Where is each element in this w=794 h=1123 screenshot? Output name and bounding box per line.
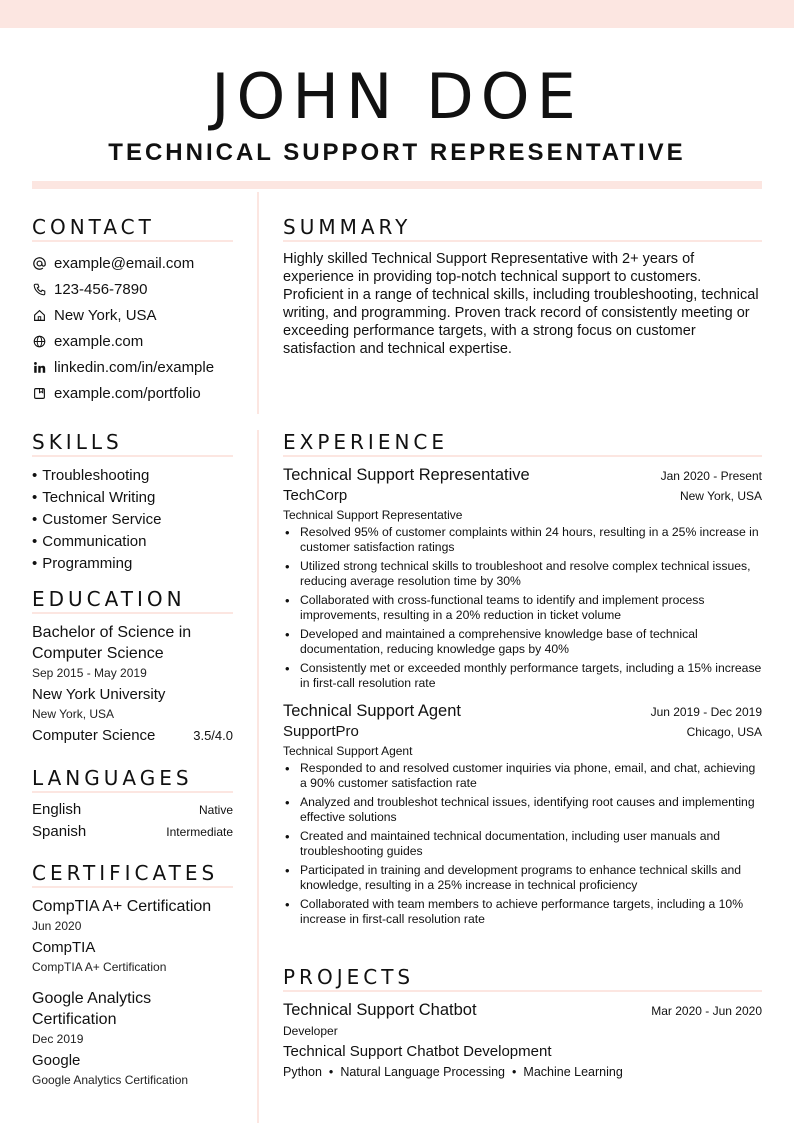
- contact-email[interactable]: [32, 250, 233, 276]
- certificates-section: [32, 861, 233, 1089]
- job-location: Chicago, USA: [686, 725, 762, 739]
- project-name: Technical Support Chatbot Development: [283, 1043, 552, 1060]
- column-divider-upper: [257, 192, 259, 414]
- contact-linkedin-text: linkedin.com/in/example: [54, 358, 215, 376]
- tech-separator: •: [328, 1065, 334, 1079]
- education-field-row: [32, 726, 233, 746]
- certificate-issuer: Google: [32, 1052, 81, 1069]
- certificate-detail: Google Analytics Certification: [32, 1073, 189, 1087]
- certificate-date: Jun 2020: [32, 919, 82, 933]
- contact-website[interactable]: [32, 328, 233, 354]
- project-role: Developer: [283, 1024, 338, 1038]
- contact-linkedin[interactable]: [32, 354, 233, 380]
- language-row: [32, 823, 233, 845]
- certificate-date: Dec 2019: [32, 1032, 84, 1046]
- skills-section: [32, 430, 233, 575]
- job-bullet: • Responded to and resolved customer inquiries via phone, email, and chat, achieving a 90% customer satisfaction rate: [283, 761, 762, 791]
- certificate-issuer: CompTIA: [32, 939, 96, 956]
- candidate-name: JOHN DOE: [211, 60, 583, 133]
- project-tech: Machine Learning: [523, 1065, 623, 1079]
- job-role: Technical Support Representative: [283, 508, 463, 522]
- job-bullets: [283, 761, 762, 927]
- job-bullet: • Created and maintained technical documentation, including user manuals and troubleshooting guides: [283, 829, 762, 859]
- job-bullet: • Analyzed and troubleshot technical issues, identifying root causes and implementing effective solutions: [283, 795, 762, 825]
- linkedin-icon: [32, 360, 46, 374]
- contact-email-text: example@email.com: [54, 254, 195, 272]
- skill-item: • Programming: [32, 553, 233, 575]
- job-company: SupportPro: [283, 723, 359, 740]
- portfolio-icon: [32, 386, 46, 400]
- contact-heading: CONTACT: [32, 215, 233, 242]
- column-divider-lower: [257, 430, 259, 1123]
- job-header-row: [283, 701, 762, 721]
- job-title-header: TECHNICAL SUPPORT REPRESENTATIVE: [108, 139, 686, 166]
- projects-section: [283, 965, 762, 1081]
- certificate-name: CompTIA A+ Certification: [32, 898, 212, 915]
- certificate-entry: [32, 896, 233, 976]
- skill-item: • Customer Service: [32, 509, 233, 531]
- job-bullet: • Utilized strong technical skills to troubleshoot and resolve complex technical issues, reducing average resolution time by 30%: [283, 559, 762, 589]
- job-bullet: • Resolved 95% of customer complaints within 24 hours, resulting in a 25% increase in customer satisfaction ratings: [283, 525, 762, 555]
- contact-portfolio-text: example.com/portfolio: [54, 384, 201, 402]
- education-location: New York, USA: [32, 707, 115, 721]
- skill-item: • Troubleshooting: [32, 465, 233, 487]
- project-tech: Natural Language Processing: [340, 1065, 506, 1079]
- job-entry: [283, 465, 762, 691]
- header-divider: [32, 181, 762, 189]
- languages-section: [32, 766, 233, 845]
- job-company: TechCorp: [283, 487, 348, 504]
- education-gpa: 3.5/4.0: [193, 728, 233, 743]
- language-level: Native: [198, 803, 233, 817]
- summary-heading: SUMMARY: [283, 215, 762, 242]
- job-company-row: [283, 485, 762, 507]
- contact-location: [32, 302, 233, 328]
- certificates-heading: CERTIFICATES: [32, 861, 233, 888]
- certificate-detail: CompTIA A+ Certification: [32, 960, 167, 974]
- certificate-name: Google Analytics Certification: [32, 990, 152, 1028]
- home-icon: [32, 308, 46, 322]
- project-title: Technical Support Chatbot: [283, 1001, 477, 1019]
- summary-text: Highly skilled Technical Support Representative with 2+ years of experience in providing top-notch technical support to customers. Proficient in a range of technical skills, including troubleshooting, technical writing, and programming. Proven track record of consistently meeting or exceeding performance targets, with a strong focus on customer satisfaction and technical expertise.: [283, 251, 759, 357]
- contact-location-text: New York, USA: [54, 306, 157, 324]
- contact-phone-text: 123-456-7890: [54, 280, 148, 298]
- job-title: Technical Support Representative: [283, 466, 530, 484]
- job-bullet: • Collaborated with cross-functional teams to identify and implement process improvements, resulting in a 20% reduction in ticket volume: [283, 593, 762, 623]
- job-entry: [283, 701, 762, 927]
- project-tech: Python: [283, 1065, 322, 1079]
- skills-heading: SKILLS: [32, 430, 233, 457]
- education-section: [32, 587, 233, 746]
- project-tech-list: [283, 1063, 762, 1081]
- language-level: Intermediate: [166, 825, 233, 839]
- skill-item: • Communication: [32, 531, 233, 553]
- globe-icon: [32, 334, 46, 348]
- projects-heading: PROJECTS: [283, 965, 762, 992]
- project-dates: Mar 2020 - Jun 2020: [651, 1004, 762, 1018]
- at-icon: [32, 256, 46, 270]
- certificate-entry: [32, 988, 233, 1089]
- experience-section: [283, 430, 762, 931]
- language-name: English: [32, 801, 82, 818]
- job-bullets: [283, 525, 762, 691]
- summary-section: [283, 215, 762, 358]
- language-row: [32, 801, 233, 823]
- job-header-row: [283, 465, 762, 485]
- language-name: Spanish: [32, 823, 87, 840]
- job-company-row: [283, 721, 762, 743]
- job-dates: Jan 2020 - Present: [660, 469, 762, 483]
- contact-portfolio[interactable]: [32, 380, 233, 406]
- top-accent-bar: [0, 0, 794, 28]
- education-degree: Bachelor of Science in Computer Science: [32, 624, 192, 662]
- contact-website-text: example.com: [54, 332, 144, 350]
- job-bullet: • Collaborated with team members to achieve performance targets, including a 10% increase in first-call resolution rate: [283, 897, 762, 927]
- skill-item: • Technical Writing: [32, 487, 233, 509]
- education-heading: EDUCATION: [32, 587, 233, 614]
- project-header-row: [283, 1000, 762, 1020]
- education-school: New York University: [32, 686, 166, 703]
- job-bullet: • Participated in training and development programs to enhance technical skills and knowledge, resulting in a 25% increase in technical proficiency: [283, 863, 762, 893]
- job-bullet: • Developed and maintained a comprehensive knowledge base of technical documentation, reducing knowledge gaps by 40%: [283, 627, 762, 657]
- contact-section: [32, 215, 233, 406]
- job-dates: Jun 2019 - Dec 2019: [650, 705, 762, 719]
- tech-separator: •: [512, 1065, 517, 1079]
- education-field: Computer Science: [32, 727, 156, 744]
- job-title: Technical Support Agent: [283, 702, 461, 720]
- phone-icon: [32, 282, 46, 296]
- languages-heading: LANGUAGES: [32, 766, 233, 793]
- job-role: Technical Support Agent: [283, 744, 413, 758]
- job-bullet: • Consistently met or exceeded monthly performance targets, including a 15% increase in first-call resolution rate: [283, 661, 762, 691]
- experience-heading: EXPERIENCE: [283, 430, 762, 457]
- contact-phone[interactable]: [32, 276, 233, 302]
- job-location: New York, USA: [679, 489, 762, 503]
- education-dates: Sep 2015 - May 2019: [32, 666, 147, 680]
